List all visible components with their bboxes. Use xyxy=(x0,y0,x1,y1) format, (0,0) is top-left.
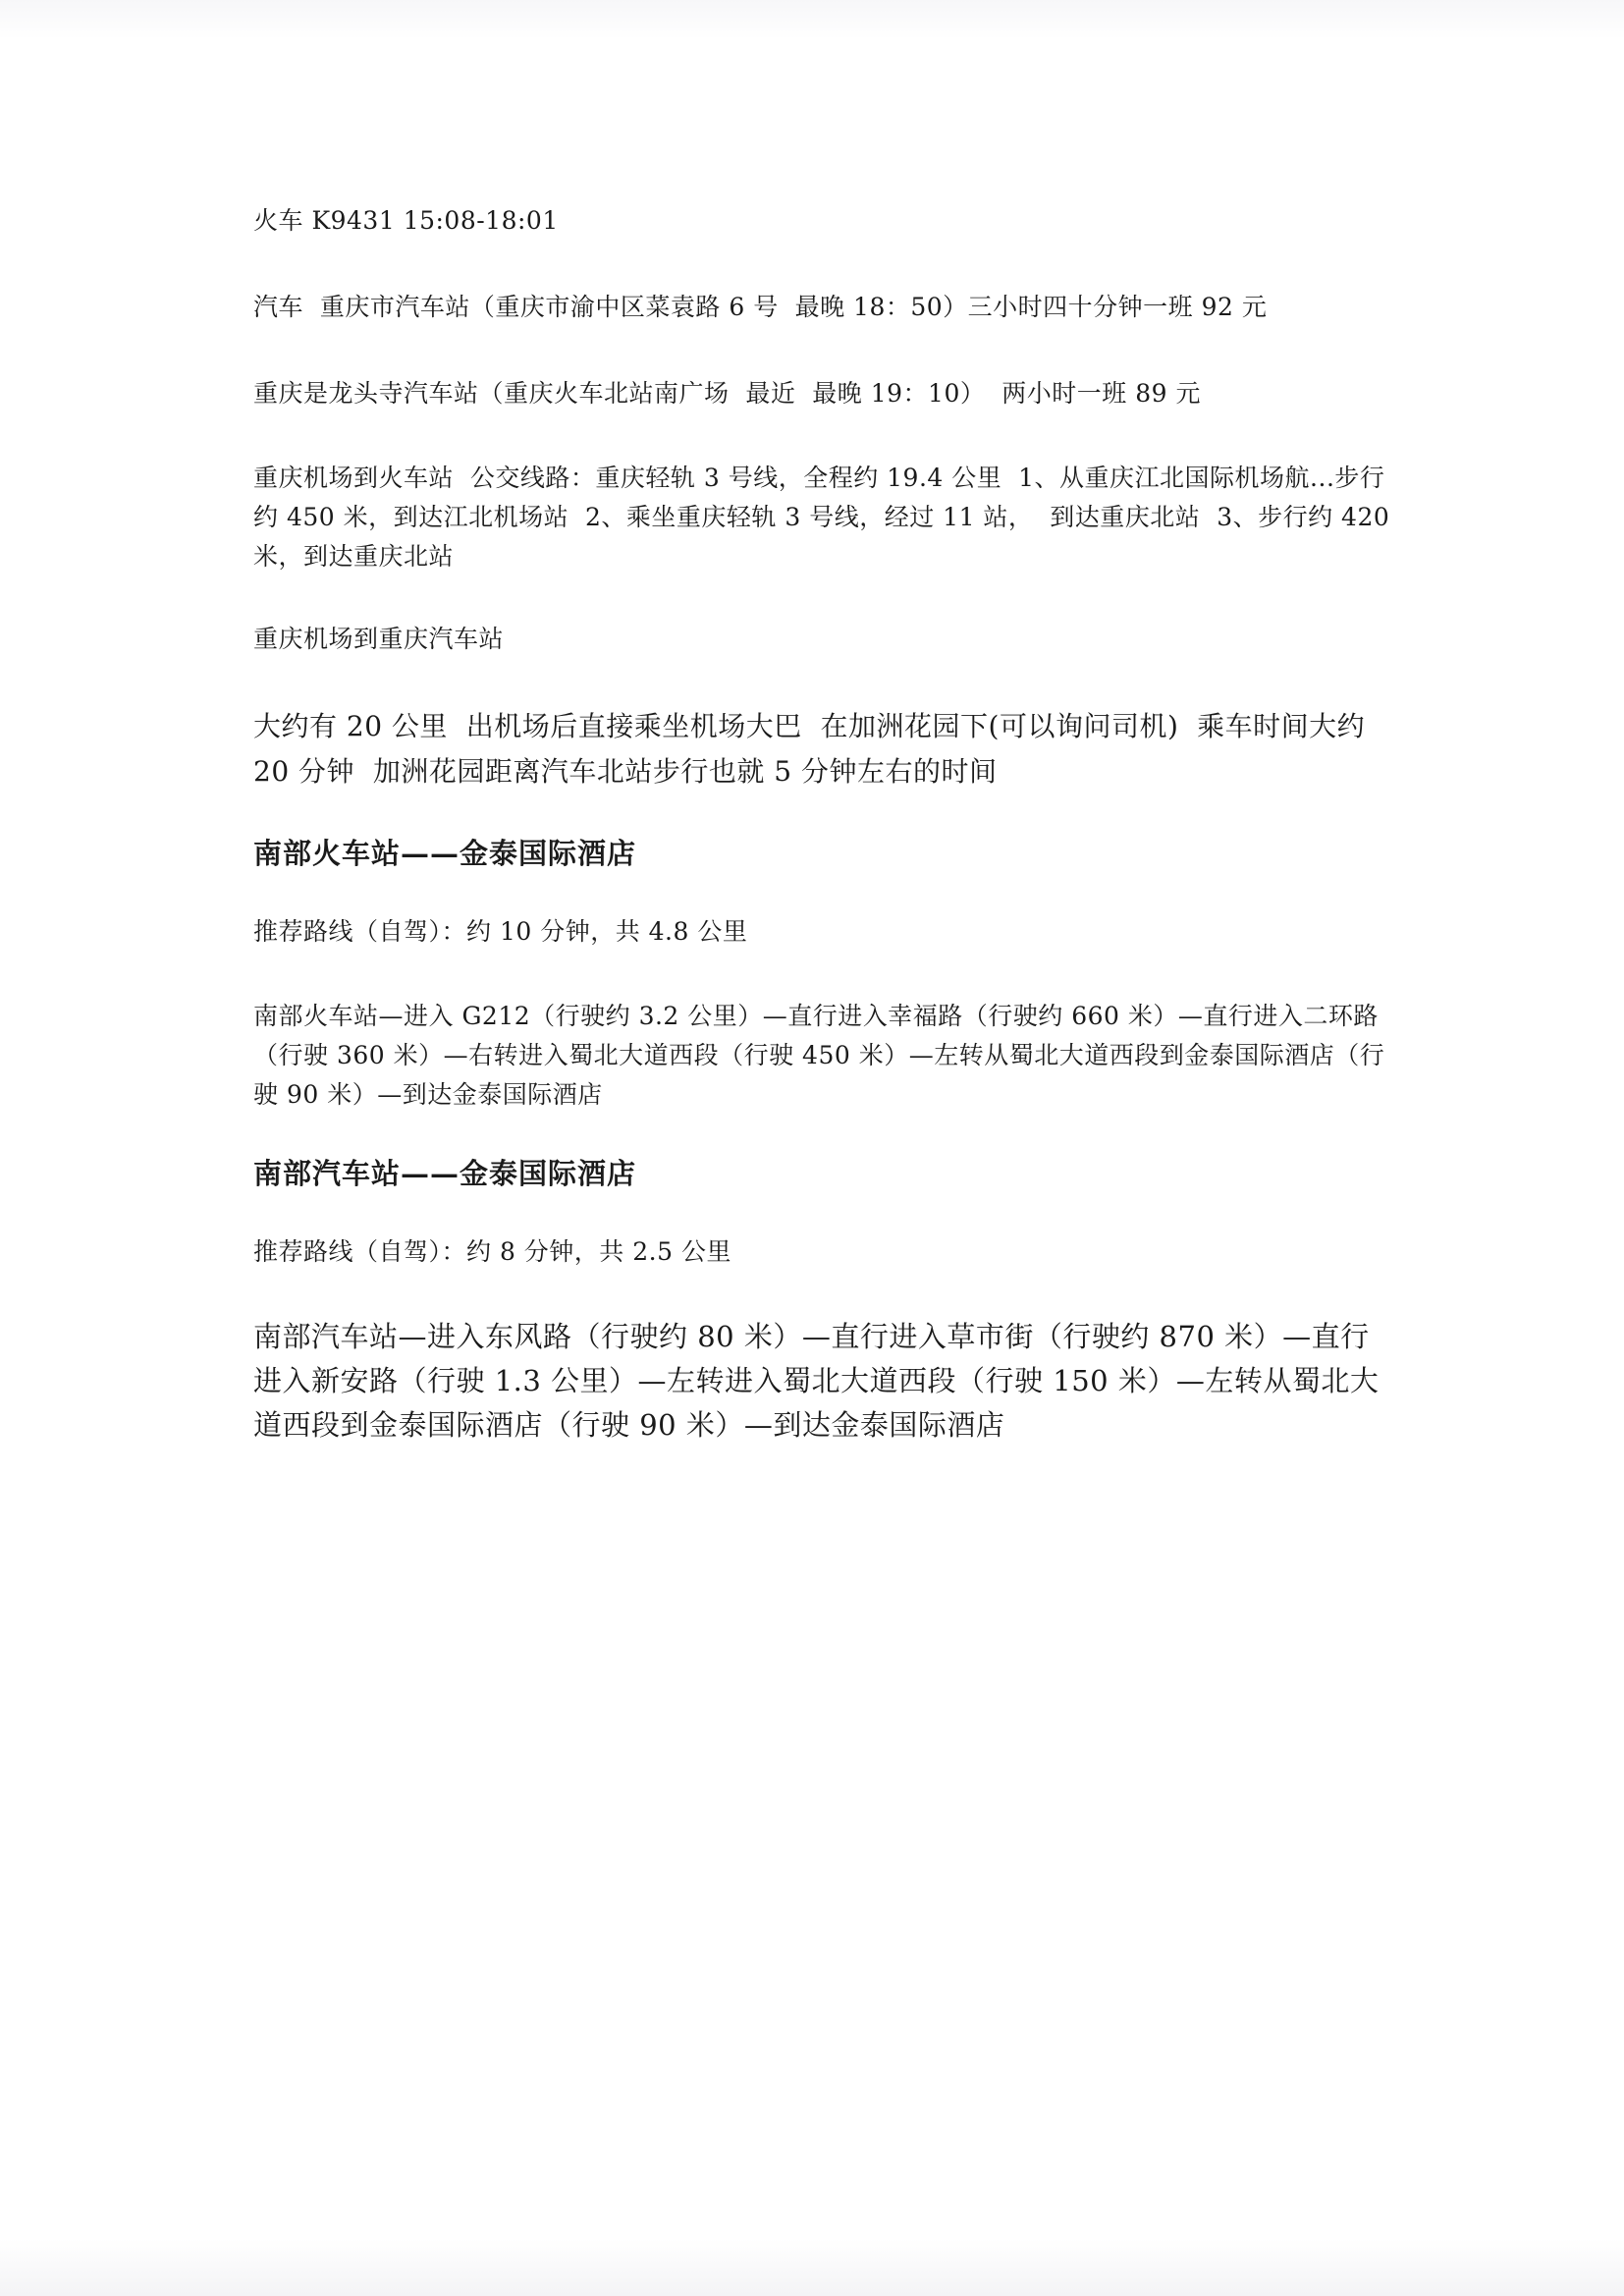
airport-to-bus-title: 重庆机场到重庆汽车站 xyxy=(253,625,505,653)
section-heading-train-station: 南部火车站——金泰国际酒店 xyxy=(253,837,637,870)
section-heading-bus-station: 南部汽车站——金泰国际酒店 xyxy=(253,1157,637,1190)
airport-to-train-paragraph: 重庆机场到火车站 公交线路：重庆轻轨 3 号线，全程约 19.4 公里 1、从重庆江北国际机场航...步行约 450 米，到达江北机场站 2、乘坐重庆轻轨 3 号线，经过 11 站， 到达重庆北站 3、步行约 420 米，到达重庆北站 xyxy=(253,464,1398,571)
train-schedule-line: 火车 K9431 15:08-18:01 xyxy=(253,206,559,235)
document-body xyxy=(253,201,1398,1448)
route-detail-train-station: 南部火车站—进入 G212（行驶约 3.2 公里）—直行进入幸福路（行驶约 660 米）—直行进入二环路（行驶 360 米）—右转进入蜀北大道西段（行驶 450 米）—左转从蜀北大道西段到金泰国际酒店（行驶 90 米）—到达金泰国际酒店 xyxy=(253,1002,1385,1109)
route-summary-train-station: 推荐路线（自驾）：约 10 分钟，共 4.8 公里 xyxy=(253,917,748,946)
bus-station-chongqing-line: 汽车 重庆市汽车站（重庆市渝中区菜袁路 6 号 最晚 18：50）三小时四十分钟一班 92 元 xyxy=(253,293,1268,321)
route-detail-bus-station: 南部汽车站—进入东风路（行驶约 80 米）—直行进入草市街（行驶约 870 米）—直行进入新安路（行驶 1.3 公里）—左转进入蜀北大道西段（行驶 150 米）—左转从蜀北大道西段到金泰国际酒店（行驶 90 米）—到达金泰国际酒店 xyxy=(253,1320,1380,1442)
airport-to-bus-paragraph: 大约有 20 公里 出机场后直接乘坐机场大巴 在加洲花园下(可以询问司机) 乘车时间大约 20 分钟 加洲花园距离汽车北站步行也就 5 分钟左右的时间 xyxy=(253,710,1375,788)
bus-station-longtousi-line: 重庆是龙头寺汽车站（重庆火车北站南广场 最近 最晚 19：10） 两小时一班 89 元 xyxy=(253,379,1201,408)
route-summary-bus-station: 推荐路线（自驾）：约 8 分钟，共 2.5 公里 xyxy=(253,1237,731,1266)
